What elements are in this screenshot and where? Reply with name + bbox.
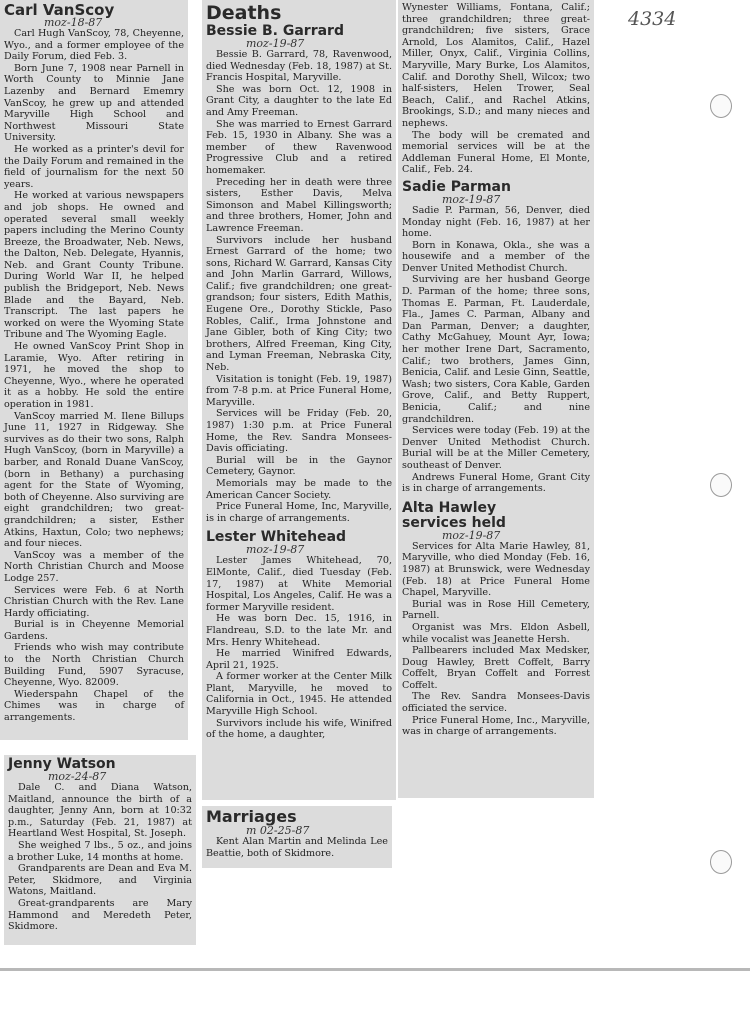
handwritten-date: m 02-25-87 [246, 824, 310, 837]
obituary-body [4, 28, 184, 724]
paragraph: Survivors include her husband Ernest Garrard of the home; two sons, Richard W. Garrard, Kansas City and John Marlin Garrard, Willows, Calif.; five grandchildren; one great-grandson; four sisters, Edith Mathis, Eugene Ore., Dorothy Stickle, Paso Robles, Calif., Irma Johnstone and Jane Gibler, both of King City; two brothers, Alfred Freeman, King City, and Lyman Freeman, Nebraska City, Neb. [206, 234, 392, 374]
paragraph: Burial will be in the Gaynor Cemetery, Gaynor. [206, 454, 392, 478]
paragraph: Services were today (Feb. 19) at the Denver United Methodist Church. Burial will be at the Miller Cemetery, southeast of Denver. [402, 425, 590, 471]
paragraph: He married Winifred Edwards, April 21, 1925. [206, 648, 392, 671]
paragraph: Wynester Williams, Fontana, Calif.; three grandchildren; three great-grandchildren; five sisters, Grace Arnold, Los Alamitos, Calif., Hazel Miller, Onyx, Calif., Virginia Collins, Maryville, Mary Burke, Los Alamitos, Calif. and Dorothy Shell, Wilcox; two half-sisters, Helen Trower, Seal Beach, Calif., and Rachel Atkins, Brookings, S.D.; and many nieces and nephews. [402, 2, 590, 129]
obituary-body [402, 541, 590, 738]
handwritten-date: moz-19-87 [246, 37, 305, 50]
paragraph: Burial was in Rose Hill Cemetery, Parnell. [402, 598, 590, 622]
paragraph: Price Funeral Home, Inc, Maryville, is in charge of arrangements. [206, 501, 392, 524]
clipping-deaths [202, 0, 396, 800]
paragraph: The body will be cremated and memorial services will be at the Addleman Funeral Home, El Monte, Calif., Feb. 24. [402, 129, 590, 176]
paragraph: Dale C. and Diana Watson, Maitland, announce the birth of a daughter, Jenny Ann, born at 10:32 p.m., Saturday (Feb. 21, 1987) at Heartland West Hospital, St. Joseph. [8, 782, 192, 840]
obituary-continuation [402, 2, 590, 176]
paragraph: VanScoy was a member of the North Christian Church and Moose Lodge 257. [4, 549, 184, 584]
paragraph: He was born Dec. 15, 1916, in Flandreau, S.D. to the late Mr. and Mrs. Henry Whitehead. [206, 613, 392, 648]
obituary-title: Carl VanScoy [4, 1, 115, 19]
paragraph: Grandparents are Dean and Eva M. Peter, Skidmore, and Virginia Watons, Maitland. [8, 863, 192, 898]
paragraph: Surviving are her husband George D. Parman of the home; three sons, Thomas E. Parman, Ft. Lauderdale, Fla., James C. Parman, Albany and Dan Parman, Denver; a daughter, Cathy McGahuey, Mount Ayr, Iowa; her mother Irene Dart, Sacramento, Calif.; two brothers, James Ginn, Benicia, Calif. and Lesie Ginn, Seattle, Wash; two sisters, Cora Kable, Garden Grove, Calif., and Betty Ruppert, Benicia, Calif.; and nine grandchildren. [402, 274, 590, 425]
paragraph: Survivors include his wife, Winifred of the home, a daughter, [206, 717, 392, 741]
clipping-watson [4, 755, 196, 945]
paragraph: He owned VanScoy Print Shop in Laramie, Wyo. After retiring in 1971, he moved the shop to Cheyenne, Wyo., where he operated it as a hobby. He sold the entire operation in 1981. [4, 341, 184, 410]
paragraph: Kent Alan Martin and Melinda Lee Beattie, both of Skidmore. [206, 836, 388, 859]
paragraph: Friends who wish may contribute to the North Christian Church Building Fund, 5907 Syracuse, Cheyenne, Wyo. 82009. [4, 642, 184, 689]
paragraph: Born June 7, 1908 near Parnell in Worth County to Minnie Jane Lazenby and Bernard Ememry VanScoy, he grew up and attended Maryville High School and Northwest Missouri State University. [4, 62, 184, 144]
page-number: 4334 [628, 8, 677, 30]
paragraph: Born in Konawa, Okla., she was a housewife and a member of the Denver United Methodist Church. [402, 239, 590, 274]
page-edge [0, 968, 750, 971]
paragraph: Price Funeral Home, Inc., Maryville, was in charge of arrangements. [402, 714, 590, 738]
punch-hole [710, 473, 732, 497]
paragraph: Wiederspahn Chapel of the Chimes was in charge of arrangements. [4, 688, 184, 724]
paragraph: Burial is in Cheyenne Memorial Gardens. [4, 619, 184, 642]
paragraph: Services were Feb. 6 at North Christian Church with the Rev. Lane Hardy officiating. [4, 584, 184, 619]
paragraph: Preceding her in death were three sisters, Esther Davis, Melva Simonson and Mabel Killingsworth; and three brothers, Homer, John and Lawrence Freeman. [206, 176, 392, 234]
obituary-body [206, 49, 392, 524]
paragraph: Memorials may be made to the American Cancer Society. [206, 477, 392, 501]
clipping-continued [398, 0, 594, 798]
obituary-title: Bessie B. Garrard [206, 23, 344, 39]
paragraph: She weighed 7 lbs., 5 oz., and joins a brother Luke, 14 months at home. [8, 839, 192, 863]
paragraph: The Rev. Sandra Monsees-Davis officiated the service. [402, 691, 590, 715]
handwritten-date: moz-19-87 [442, 192, 501, 206]
obituary-body [402, 205, 590, 495]
paragraph: He worked as a printer's devil for the Daily Forum and remained in the field of journalism for the next 50 years. [4, 143, 184, 190]
obituary-title: Lester Whitehead [206, 529, 347, 546]
handwritten-date: moz-19-87 [246, 543, 305, 557]
paragraph: Lester James Whitehead, 70, ElMonte, Calif., died Tuesday (Feb. 17, 1987) at White Memorial Hospital, Los Angeles, Calif. He was a former Maryville resident. [206, 555, 392, 613]
paragraph: Services for Alta Marie Hawley, 81, Maryville, who died Monday (Feb. 16, 1987) at Brunswick, were Wednesday (Feb. 18) at Price Funeral Home Chapel, Maryville. [402, 540, 590, 599]
birth-notice-body [8, 782, 192, 933]
handwritten-date: moz-24-87 [48, 770, 107, 783]
punch-hole [710, 850, 732, 874]
obituary-title: Sadie Parman [402, 178, 511, 195]
paragraph: Carl Hugh VanScoy, 78, Cheyenne, Wyo., and a former employee of the Daily Forum, died Feb. 3. [4, 28, 184, 63]
section-heading: Deaths [206, 2, 282, 24]
handwritten-date: moz-18-87 [44, 16, 103, 29]
paragraph: Pallbearers included Max Medsker, Doug Hawley, Brett Coffelt, Barry Coffelt, Bryan Coffelt and Forrest Coffelt. [402, 645, 590, 691]
paragraph: Andrews Funeral Home, Grant City is in charge of arrangements. [402, 471, 590, 495]
paragraph: Bessie B. Garrard, 78, Ravenwood, died Wednesday (Feb. 18, 1987) at St. Francis Hospital, Maryville. [206, 49, 392, 84]
paragraph: Services will be Friday (Feb. 20, 1987) 1:30 p.m. at Price Funeral Home, the Rev. Sandra Monsees-Davis officiating. [206, 408, 392, 455]
obituary-body [206, 555, 392, 741]
paragraph: VanScoy married M. Ilene Billups June 11, 1927 in Ridgeway. She survives as do their two sons, Ralph Hugh VanScoy, (born in Maryville) a barber, and Ronald Duane VanScoy, (born in Bethany) a purchasing agent for the State of Wyoming, both of Cheyenne. Also surviving are eight grandchildren; two great-grandchildren; a sister, Esther Atkins, Haxtun, Colo; two nephews; and four nieces. [4, 410, 184, 550]
clipping-vanscoy [0, 0, 188, 740]
clipping-marriages [202, 806, 392, 868]
paragraph: Great-grandparents are Mary Hammond and Meredeth Peter, Skidmore. [8, 897, 192, 933]
birth-notice-title: Jenny Watson [8, 756, 116, 772]
paragraph: She was born Oct. 12, 1908 in Grant City, a daughter to the late Ed and Amy Freeman. [206, 83, 392, 118]
paragraph: She was married to Ernest Garrard Feb. 15, 1930 in Albany. She was a member of thew Ravenwood Progressive Club and a retired homemaker. [206, 118, 392, 176]
punch-hole [710, 94, 732, 118]
handwritten-date: moz-19-87 [442, 528, 501, 542]
paragraph: Organist was Mrs. Eldon Asbell, while vocalist was Jeanette Hersh. [402, 621, 590, 645]
paragraph: Sadie P. Parman, 56, Denver, died Monday night (Feb. 16, 1987) at her home. [402, 204, 590, 240]
obituary-subtitle: services held [402, 514, 506, 531]
section-heading: Marriages [206, 807, 297, 826]
paragraph: He worked at various newspapers and job shops. He owned and operated several small weekly papers including the Merino County Breeze, the Broadwater, Neb. News, the Dalton, Neb. Delegate, Hyannis, Neb. and Grant County Tribune. During World War II, he helped publish the Bridgeport, Neb. News Blade and the Bayard, Neb. Transcript. The last papers he worked on were the Wyoming State Tribune and The Wyoming Eagle. [4, 190, 184, 341]
obituary-title: Alta Hawley [402, 499, 497, 516]
paragraph: Visitation is tonight (Feb. 19, 1987) from 7-8 p.m. at Price Funeral Home, Maryville. [206, 373, 392, 408]
paragraph: A former worker at the Center Milk Plant, Maryville, he moved to California in Oct., 1945. He attended Maryville High School. [206, 671, 392, 718]
